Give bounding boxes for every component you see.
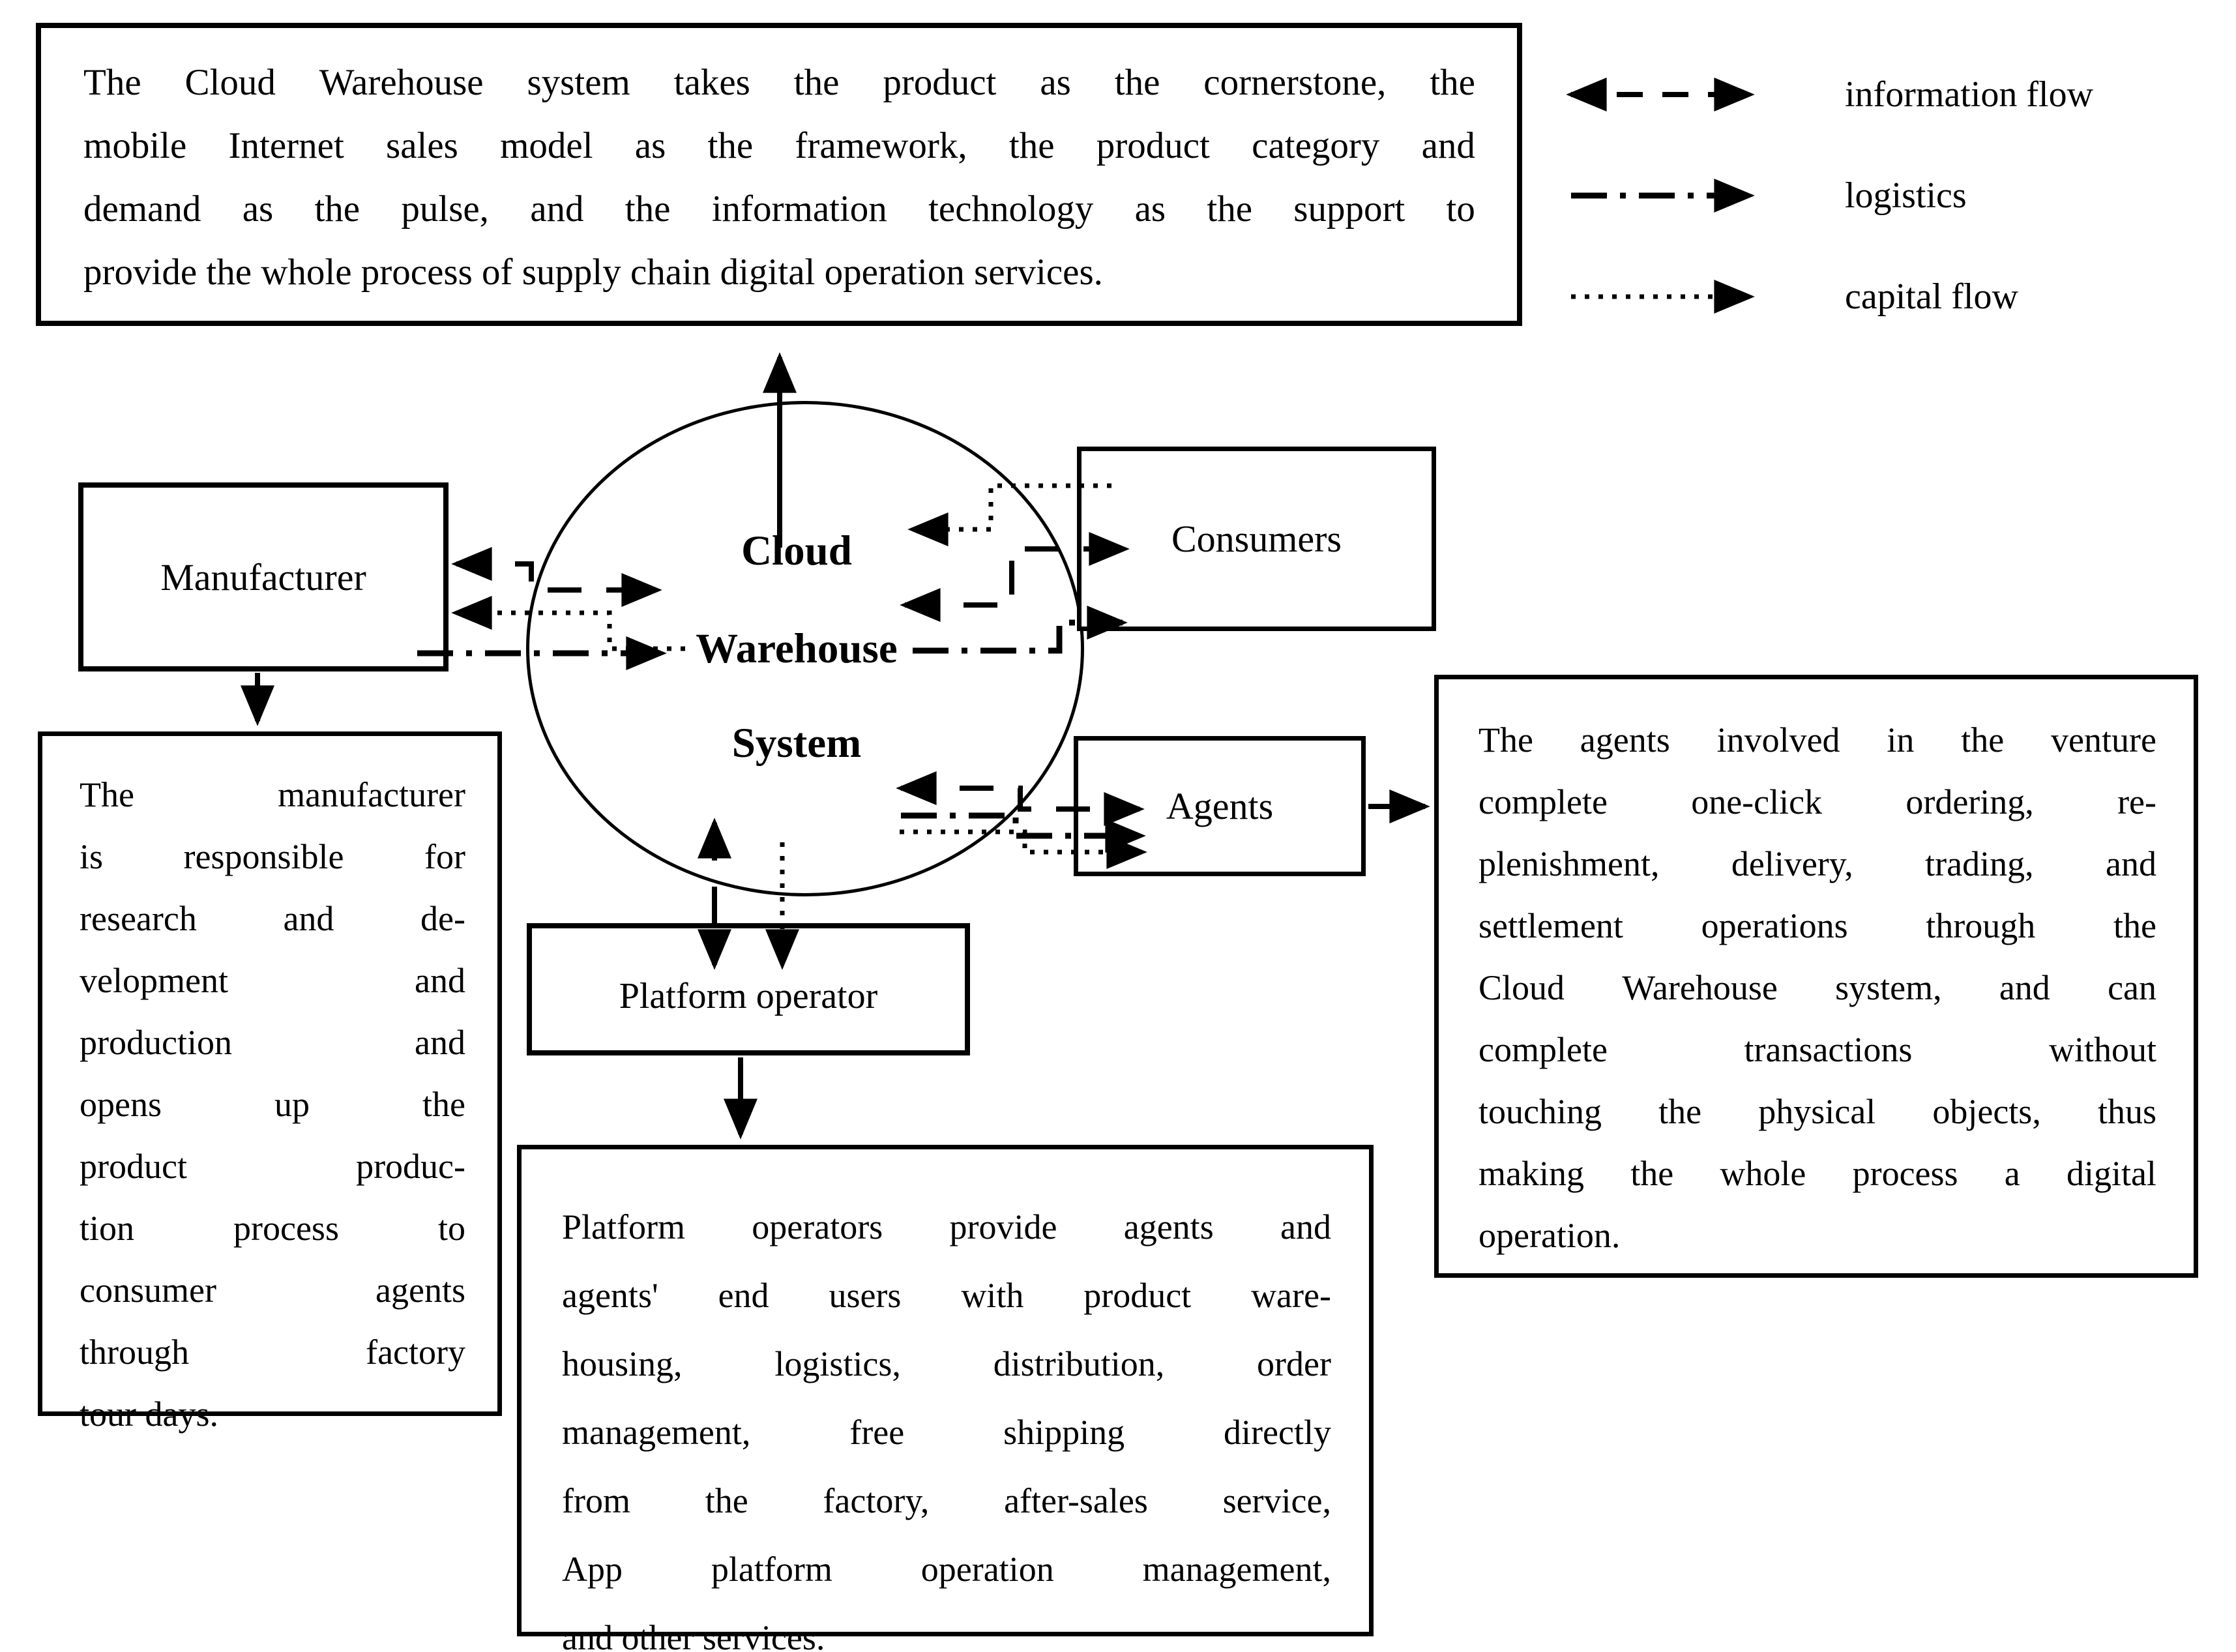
legend-item-information-flow <box>1559 68 2093 121</box>
cloud-warehouse-line2: Warehouse <box>696 625 898 672</box>
manufacturer-note-text: The manufacturer is responsible for research and de- velopment and production and opens up the product produc- tion process to consumer agents through factory tour days. <box>80 775 465 1434</box>
cloud-warehouse-line3: System <box>731 720 862 767</box>
platform-operator-note-text: Platform operators provide agents and agents' end users with product ware- housing, logistics, distribution, order management, free shipping directly from the factory, after-sales service, App platform operation management, and other services. <box>562 1207 1331 1652</box>
capital-flow-arrow-icon <box>1559 271 1761 323</box>
legend-item-logistics <box>1559 170 1967 222</box>
agents-label: Agents <box>1166 785 1274 827</box>
information-flow-arrow-icon <box>1559 68 1761 121</box>
manufacturer-label: Manufacturer <box>160 555 366 598</box>
logistics-arrow-icon <box>1559 170 1761 222</box>
legend-label: capital flow <box>1845 276 2018 317</box>
system-summary-text: The Cloud Warehouse system takes the product as the cornerstone, the mobile Internet sales model as the framework, the product category and demand as the pulse, and the information technology as the support to provide the whole process of supply chain digital operation services. <box>83 62 1475 293</box>
consumers-label: Consumers <box>1171 518 1342 560</box>
platform-operator-label: Platform operator <box>619 975 878 1016</box>
legend-item-capital-flow <box>1559 271 2018 323</box>
cloud-warehouse-line1: Cloud <box>741 527 852 574</box>
legend-label: information flow <box>1845 74 2094 115</box>
legend-label: logistics <box>1845 175 1967 216</box>
agents-note-text: The agents involved in the venture complete one-click ordering, re- plenishment, delivery, trading, and settlement operations through the Cloud Warehouse system, and can complete transactions without touching the physical objects, thus making the whole process a digital operation. <box>1478 720 2156 1255</box>
